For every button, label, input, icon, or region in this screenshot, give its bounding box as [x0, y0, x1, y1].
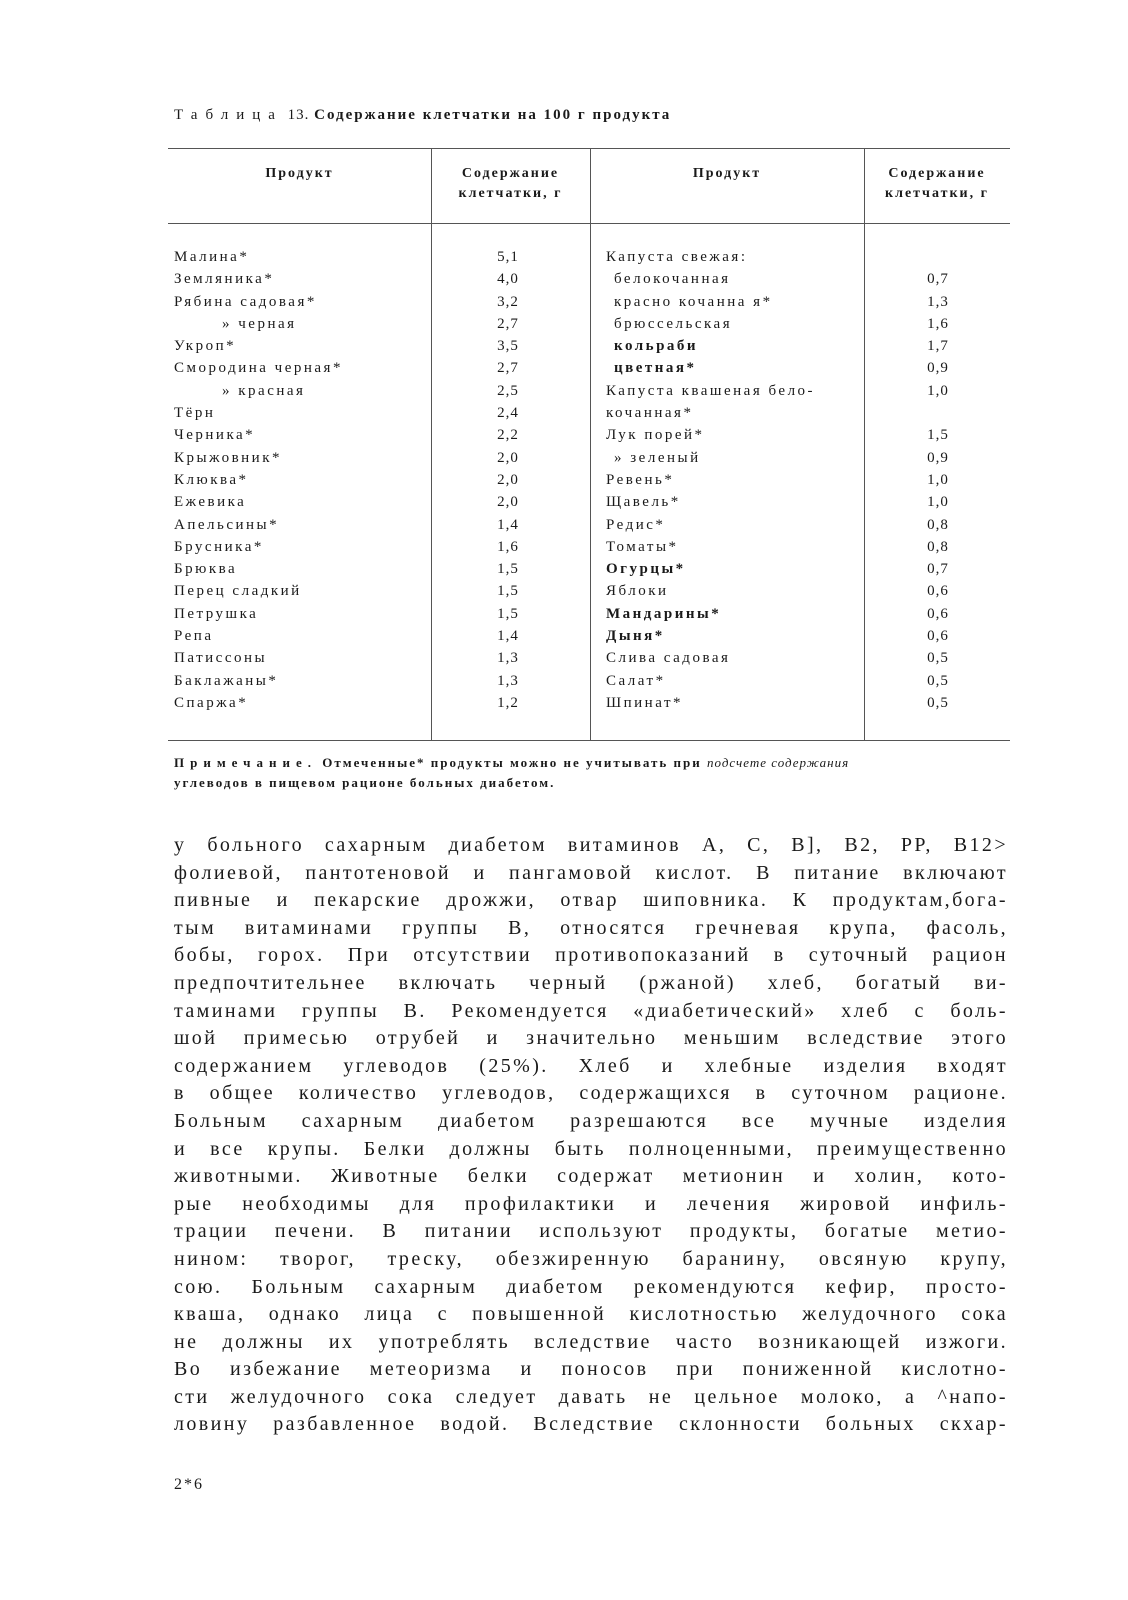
fiber-value: 1,3: [497, 650, 519, 667]
fiber-value: 0,9: [927, 360, 949, 377]
fiber-value: 0,5: [927, 650, 949, 667]
fiber-value: 1,0: [927, 494, 949, 511]
product-name: Томаты*: [606, 538, 679, 555]
product-name: Смородина черная*: [174, 360, 343, 377]
product-name: Щавель*: [606, 494, 681, 511]
body-line: ловину разбавленное водой. Вследствие склонности больных скхар-: [174, 1413, 1008, 1436]
product-name: кочанная*: [606, 405, 694, 422]
product-name: Патиссоны: [174, 650, 268, 667]
product-name: Салат*: [606, 672, 666, 689]
product-name: Спаржа*: [174, 694, 249, 711]
body-line: таминами группы В. Рекомендуется «диабетический» хлеб с боль-: [174, 999, 1008, 1022]
body-line: сою. Больным сахарным диабетом рекомендуются кефир, просто-: [174, 1275, 1008, 1298]
product-name: брюссельская: [614, 315, 733, 332]
fiber-value: 0,9: [927, 449, 949, 466]
body-line: тым витаминами группы В, относятся гречневая крупа, фасоль,: [174, 916, 1008, 939]
product-name: Апельсины*: [174, 516, 280, 533]
fiber-value: 0,8: [927, 516, 949, 533]
fiber-value: 1,5: [497, 605, 519, 622]
product-name: Слива садовая: [606, 650, 731, 667]
body-text: [174, 832, 1008, 1439]
fiber-value: 0,7: [927, 561, 949, 578]
fiber-value: 0,6: [927, 583, 949, 600]
caption-number: 13.: [287, 107, 310, 123]
body-line: фолиевой, пантотеновой и пангамовой кислот. В питание включают: [174, 861, 1008, 884]
body-line: животными. Животные белки содержат метионин и холин, кото-: [174, 1165, 1008, 1188]
fiber-value: 0,6: [927, 605, 949, 622]
product-name: Шпинат*: [606, 694, 684, 711]
product-name: кольраби: [614, 338, 699, 355]
fiber-value: 3,5: [497, 338, 519, 355]
product-name: Ревень*: [606, 471, 675, 488]
fiber-value: 2,2: [497, 427, 519, 444]
fiber-value: 1,4: [497, 628, 519, 645]
product-name: Баклажаны*: [174, 672, 279, 689]
product-name: » зеленый: [614, 449, 701, 466]
body-line: трации печени. В питании используют продукты, богатые метио-: [174, 1220, 1008, 1243]
product-name: Земляника*: [174, 271, 275, 288]
product-name: Лук порей*: [606, 427, 705, 444]
product-name: Укроп*: [174, 338, 237, 355]
fiber-table: [168, 148, 1010, 741]
caption-title: Содержание клетчатки на 100 г продукта: [314, 107, 672, 123]
product-name: Черника*: [174, 427, 256, 444]
product-name: Клюква*: [174, 471, 249, 488]
fiber-value: 2,4: [497, 405, 519, 422]
fiber-value: 1,5: [927, 427, 949, 444]
right-value-list: [908, 246, 968, 714]
product-name: Репа: [174, 628, 214, 645]
product-name: Огурцы*: [606, 561, 686, 578]
body-line: сти желудочного сока следует давать не цельное молоко, а ^напо-: [174, 1385, 1008, 1408]
body-line: предпочтительнее включать черный (ржаной) хлеб, богатый ви-: [174, 971, 1008, 994]
caption-label: Таблица: [174, 107, 283, 123]
product-name: Перец сладкий: [174, 583, 302, 600]
fiber-value: 1,6: [497, 538, 519, 555]
fiber-value: 3,2: [497, 293, 519, 310]
product-name: белокочанная: [614, 271, 731, 288]
product-name: красно кочанна я*: [614, 293, 773, 310]
note-label: Примечание.: [174, 755, 317, 770]
product-name: Мандарины*: [606, 605, 722, 622]
body-line: у больного сахарным диабетом витаминов А, С, В], В2, РР, В12>: [174, 834, 1008, 856]
fiber-value: 1,0: [927, 382, 949, 399]
product-name: Крыжовник*: [174, 449, 282, 466]
body-line: кваша, однако лица с повышенной кислотностью желудочного сока: [174, 1303, 1008, 1326]
right-product-list: [606, 246, 866, 714]
fiber-value: [908, 246, 968, 268]
fiber-value: 2,0: [497, 471, 519, 488]
product-name: Тёрн: [174, 405, 216, 422]
fiber-value: 2,0: [497, 494, 519, 511]
fiber-value: 1,4: [497, 516, 519, 533]
fiber-value: 0,8: [927, 538, 949, 555]
note-italic-text: подсчете содержания: [707, 755, 850, 770]
table-caption: [174, 107, 671, 124]
fiber-value: 5,1: [497, 249, 519, 265]
fiber-value: 1,7: [927, 338, 949, 355]
product-name: Ежевика: [174, 494, 247, 511]
product-name: Капуста свежая:: [606, 249, 748, 265]
header-content-left: Содержание клетчатки, г: [458, 166, 563, 201]
fiber-value: 2,7: [497, 315, 519, 332]
body-line: и все крупы. Белки должны быть полноценными, преимущественно: [174, 1137, 1008, 1160]
fiber-value: 0,5: [927, 694, 949, 711]
body-line: бобы, горох. При отсутствии противопоказаний в суточный рацион: [174, 944, 1008, 967]
header-product-right: Продукт: [692, 166, 762, 181]
fiber-value: 1,3: [497, 672, 519, 689]
body-line: Больным сахарным диабетом разрешаются все мучные изделия: [174, 1109, 1008, 1132]
fiber-value: 1,6: [927, 315, 949, 332]
product-name: Дыня*: [606, 628, 665, 645]
body-line: шой примесью отрубей и значительно меньшим вследствие этого: [174, 1027, 1008, 1050]
fiber-value: [908, 402, 968, 424]
body-line: не должны их употреблять вследствие часто возникающей изжоги.: [174, 1330, 1008, 1353]
column-divider: [431, 148, 432, 741]
page-number: 2*6: [174, 1476, 204, 1493]
table-note: [174, 753, 1008, 793]
fiber-value: 0,7: [927, 271, 949, 288]
fiber-value: 1,2: [497, 694, 519, 711]
body-line: в общее количество углеводов, содержащихся в суточном рационе.: [174, 1082, 1008, 1105]
fiber-value: 2,0: [497, 449, 519, 466]
product-name: Малина*: [174, 249, 250, 265]
note-line-2: углеводов в пищевом рационе больных диабетом.: [174, 775, 556, 790]
fiber-value: 1,0: [927, 471, 949, 488]
fiber-value: 1,3: [927, 293, 949, 310]
table-header-rule: [168, 223, 1010, 224]
product-name: цветная*: [614, 360, 697, 377]
product-name: Редис*: [606, 516, 666, 533]
header-product-left: Продукт: [265, 166, 334, 181]
body-line: нином: творог, треску, обезжиренную баранину, овсяную крупу,: [174, 1247, 1008, 1270]
note-bold-text: Отмеченные* продукты можно не учитывать при: [322, 755, 702, 770]
fiber-value: 0,5: [927, 672, 949, 689]
product-name: Брюква: [174, 561, 238, 578]
product-name: Капуста квашеная бело-: [606, 382, 816, 399]
body-line: пивные и пекарские дрожжи, отвар шиповника. К продуктам,бога-: [174, 889, 1008, 912]
left-product-list: [174, 246, 424, 714]
product-name: Рябина садовая*: [174, 293, 317, 310]
table-bottom-rule: [168, 740, 1010, 741]
body-line: содержанием углеводов (25%). Хлеб и хлебные изделия входят: [174, 1054, 1008, 1077]
product-name: Петрушка: [174, 605, 259, 622]
product-name: » красная: [222, 382, 306, 399]
table-top-rule: [168, 148, 1010, 149]
product-name: Брусника*: [174, 538, 264, 555]
fiber-value: 2,5: [497, 382, 519, 399]
product-name: » черная: [222, 315, 297, 332]
fiber-value: 0,6: [927, 628, 949, 645]
header-content-right: Содержание клетчатки, г: [885, 166, 989, 201]
left-value-list: [478, 246, 538, 714]
fiber-value: 1,5: [497, 561, 519, 578]
body-line: Во избежание метеоризма и поносов при пониженной кислотно-: [174, 1358, 1008, 1381]
fiber-value: 4,0: [497, 271, 519, 288]
body-line: рые необходимы для профилактики и лечения жировой инфиль-: [174, 1192, 1008, 1215]
column-divider: [590, 148, 591, 741]
product-name: Яблоки: [606, 583, 669, 600]
fiber-value: 2,7: [497, 360, 519, 377]
fiber-value: 1,5: [497, 583, 519, 600]
